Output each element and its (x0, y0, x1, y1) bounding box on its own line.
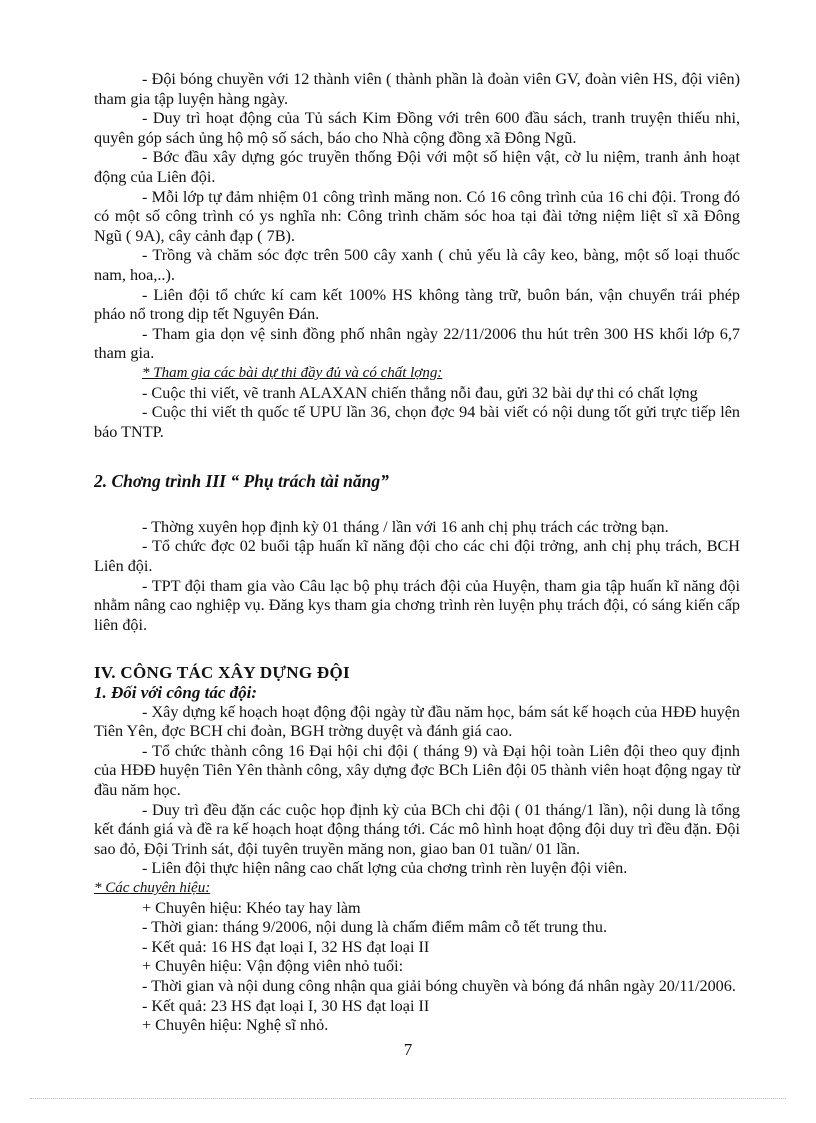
section-heading: 2. Chơng trình III “ Phụ trách tài năng” (94, 471, 389, 492)
badge-heading: * Các chuyên hiệu: (94, 879, 211, 896)
page-footer-rule (30, 1098, 786, 1099)
paragraph: - Trồng và chăm sóc đợc trên 500 cây xanh ( chủ yếu là cây keo, bàng, một số loại thuốc nam, hoa,..). (94, 246, 740, 284)
page-content (94, 70, 740, 1036)
paragraph: - Đội bóng chuyền với 12 thành viên ( thành phần là đoàn viên GV, đoàn viên HS, đội viên) tham gia tập luyện hàng ngày. (94, 70, 740, 108)
paragraph: - Tổ chức thành công 16 Đại hội chi đội ( tháng 9) và Đại hội toàn Liên đội theo quy định của HĐĐ huyện Tiên Yên thành công, xây dựng đợc BCh Liên đội 05 thành viên hoạt động ngay từ đầu năm học. (94, 741, 740, 799)
list-item: + Chuyên hiệu: Khéo tay hay làm (142, 898, 361, 917)
list-item: - Kết quả: 16 HS đạt loại I, 32 HS đạt loại II (142, 937, 430, 956)
paragraph: - Liên đội tổ chức kí cam kết 100% HS không tàng trữ, buôn bán, vận chuyển trái phép pháo nổ trong dịp tết Nguyên Đán. (94, 285, 740, 324)
contest-heading: * Tham gia các bài dự thi đầy đủ và có chất lợng: (142, 364, 443, 381)
paragraph: - Duy trì hoạt động của Tủ sách Kim Đồng với trên 600 đầu sách, tranh truyện thiếu nhi, quyên góp sách ủng hộ mộ số sách, báo cho Nhà cộng đồng xã Đông Ngũ. (94, 109, 740, 147)
chapter-heading: IV. CÔNG TÁC XÂY DỰNG ĐỘI (94, 663, 350, 683)
paragraph: - Cuộc thi viết th quốc tế UPU lần 36, chọn đợc 94 bài viết có nội dung tốt gửi trực tiếp lên báo TNTP. (94, 403, 740, 441)
paragraph: - TPT đội tham gia vào Câu lạc bộ phụ trách đội của Huyện, tham gia tập huấn kĩ năng đội nhằm nâng cao nghiệp vụ. Đăng kys tham gia chơng trình rèn luyện phụ trách đội, có sáng kiến cấp liên đội. (94, 576, 740, 634)
paragraph: - Tổ chức đợc 02 buổi tập huấn kĩ năng đội cho các chi đội trởng, anh chị phụ trách, BCH Liên đội. (94, 537, 740, 576)
paragraph: - Duy trì đều đặn các cuộc họp định kỳ của BCh chi đội ( 01 tháng/1 lần), nội dung là tổng kết đánh giá và đề ra kế hoạch hoạt động tháng tới. Các mô hình hoạt động đội duy trì đều đặn. Đội sao đỏ, Đội Trinh sát, đội tuyên truyền măng non, giao ban 01 tuần/ 01 lần. (94, 800, 740, 858)
paragraph: - Liên đội thực hiện nâng cao chất lợng của chơng trình rèn luyện đội viên. (142, 859, 628, 878)
list-item: - Thời gian: tháng 9/2006, nội dung là chấm điểm mâm cỗ tết trung thu. (142, 918, 608, 937)
subsection-heading: 1. Đối với công tác đội: (94, 683, 258, 703)
list-item: + Chuyên hiệu: Vận động viên nhỏ tuổi: (142, 957, 404, 976)
list-item: - Kết quả: 23 HS đạt loại I, 30 HS đạt loại II (142, 996, 430, 1015)
list-item: - Thời gian và nội dung công nhận qua giải bóng chuyền và bóng đá nhân ngày 20/11/2006. (142, 976, 736, 995)
paragraph: - Bớc đầu xây dựng góc truyền thống Đội với một số hiện vật, cờ lu niệm, tranh ảnh hoạt động của Liên đội. (94, 148, 740, 186)
paragraph: - Thờng xuyên họp định kỳ 01 tháng / lần với 16 anh chị phụ trách các trờng bạn. (142, 517, 669, 536)
paragraph: - Tham gia dọn vệ sinh đồng phố nhân ngày 22/11/2006 thu hút trên 300 HS khối lớp 6,7 tham gia. (94, 324, 740, 363)
paragraph: - Xây dựng kế hoạch hoạt động đội ngày từ đầu năm học, bám sát kế hoạch của HĐĐ huyện Tiên Yên, đợc BCH chi đoàn, BGH trờng duyệt và đánh giá cao. (94, 702, 740, 741)
paragraph: - Mỗi lớp tự đảm nhiệm 01 công trình măng non. Có 16 công trình của 16 chi đội. Trong đó có một số công trình có ys nghĩa nh: Công trình chăm sóc hoa tại đài tởng niệm liệt sĩ xã Đông Ngũ ( 9A), cây cảnh đạp ( 7B). (94, 187, 740, 245)
paragraph: - Cuộc thi viết, vẽ tranh ALAXAN chiến thắng nỗi đau, gửi 32 bài dự thi có chất lợng (142, 383, 698, 402)
list-item: + Chuyên hiệu: Nghệ sĩ nhỏ. (142, 1016, 329, 1035)
page-number: 7 (403, 1040, 413, 1059)
